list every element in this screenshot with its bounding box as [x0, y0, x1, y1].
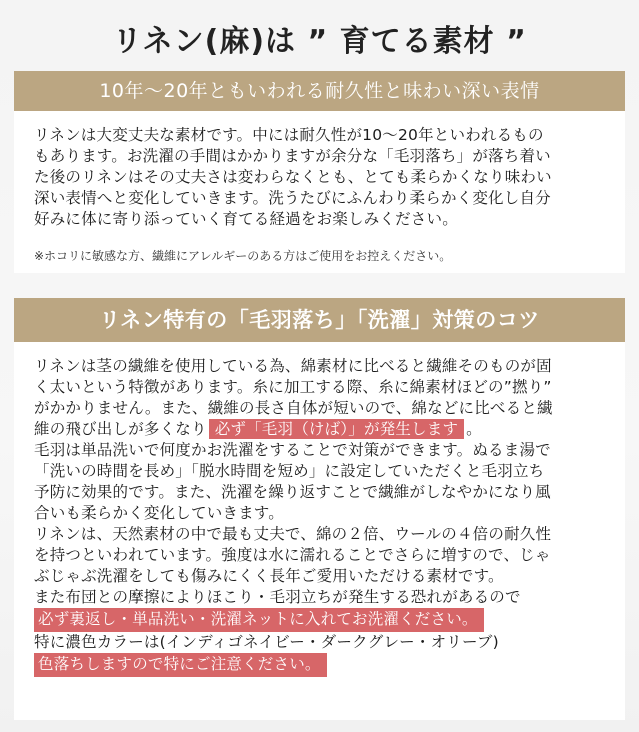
body-line: 「洗いの時間を長め」「脱水時間を短め」に設定していただくと毛羽立ち [34, 462, 545, 480]
body-line: 毛羽は単品洗いで何度かお洗濯をすることで対策ができます。ぬるま湯で [34, 441, 551, 459]
allergy-note: ※ホコリに敏感な方、繊維にアレルギーのある方はご使用をお控えください。 [34, 249, 452, 263]
body-line: がかかりません。また、繊維の長さ自体が短いので、綿などに比べると繊 [34, 399, 553, 417]
section2-panel [14, 342, 625, 720]
section1-panel [14, 111, 625, 273]
body-line: を持つといわれています。強度は水に濡れることでさらに増すので、じゃ [34, 546, 551, 564]
body-line: た後のリネンはその丈夫さは変わらなくとも、とても柔らかくなり味わい [34, 168, 552, 186]
body-line: 合いも柔らかく変化していきます。 [34, 504, 284, 522]
page-title: リネン(麻)は ” 育てる素材 ” [112, 24, 527, 59]
body-text: 維の飛び出しが多くなり [34, 420, 207, 438]
section1-body [34, 125, 614, 230]
color-warning-line [34, 653, 614, 677]
body-line-with-highlight [34, 419, 614, 440]
body-text: 。 [466, 420, 482, 438]
body-line: ぶじゃぶ洗濯をしても傷みにくく長年ご愛用いただける素材です。 [34, 567, 504, 585]
body-line: 予防に効果的です。また、洗濯を繰り返すことで繊維がしなやかになり風 [34, 483, 551, 501]
body-line: もあります。お洗濯の手間はかかりますが余分な「毛羽落ち」が落ち着い [34, 147, 551, 165]
body-line: 深い表情へと変化していきます。洗うたびにふんわり柔らかく変化し自分 [34, 189, 551, 207]
section2-heading: リネン特有の「毛羽落ち」「洗濯」対策のコツ [14, 298, 625, 342]
section1-heading: 10年～20年ともいわれる耐久性と味わい深い表情 [14, 71, 625, 111]
section2-body [34, 356, 614, 677]
body-line: リネンは大変丈夫な素材です。中には耐久性が10～20年といわれるもの [34, 126, 544, 144]
body-line: 好みに体に寄り添っていく育てる経過をお楽しみください。 [34, 210, 458, 228]
body-line: 特に濃色カラーは(インディゴネイビー・ダークグレー・オリーブ) [34, 633, 499, 651]
wash-warning-line [34, 608, 614, 632]
body-line: また布団との摩擦によりほこり・毛羽立ちが発生する恐れがあるので [34, 588, 521, 606]
body-line: リネンは茎の繊維を使用している為、綿素材に比べると繊維そのものが固 [34, 357, 552, 375]
fuzz-warning-highlight: 必ず「毛羽（けば）」が発生します [209, 419, 464, 439]
color-fade-warning-highlight: 色落ちしますので特にご注意ください。 [34, 653, 327, 677]
body-line: リネンは、天然素材の中で最も丈夫で、綿の２倍、ウールの４倍の耐久性 [34, 525, 552, 543]
body-line: く太いという特徴があります。糸に加工する際、糸に綿素材ほどの”撚り” [34, 378, 552, 396]
wash-warning-highlight: 必ず裏返し・単品洗い・洗濯ネットに入れてお洗濯ください。 [34, 608, 484, 632]
